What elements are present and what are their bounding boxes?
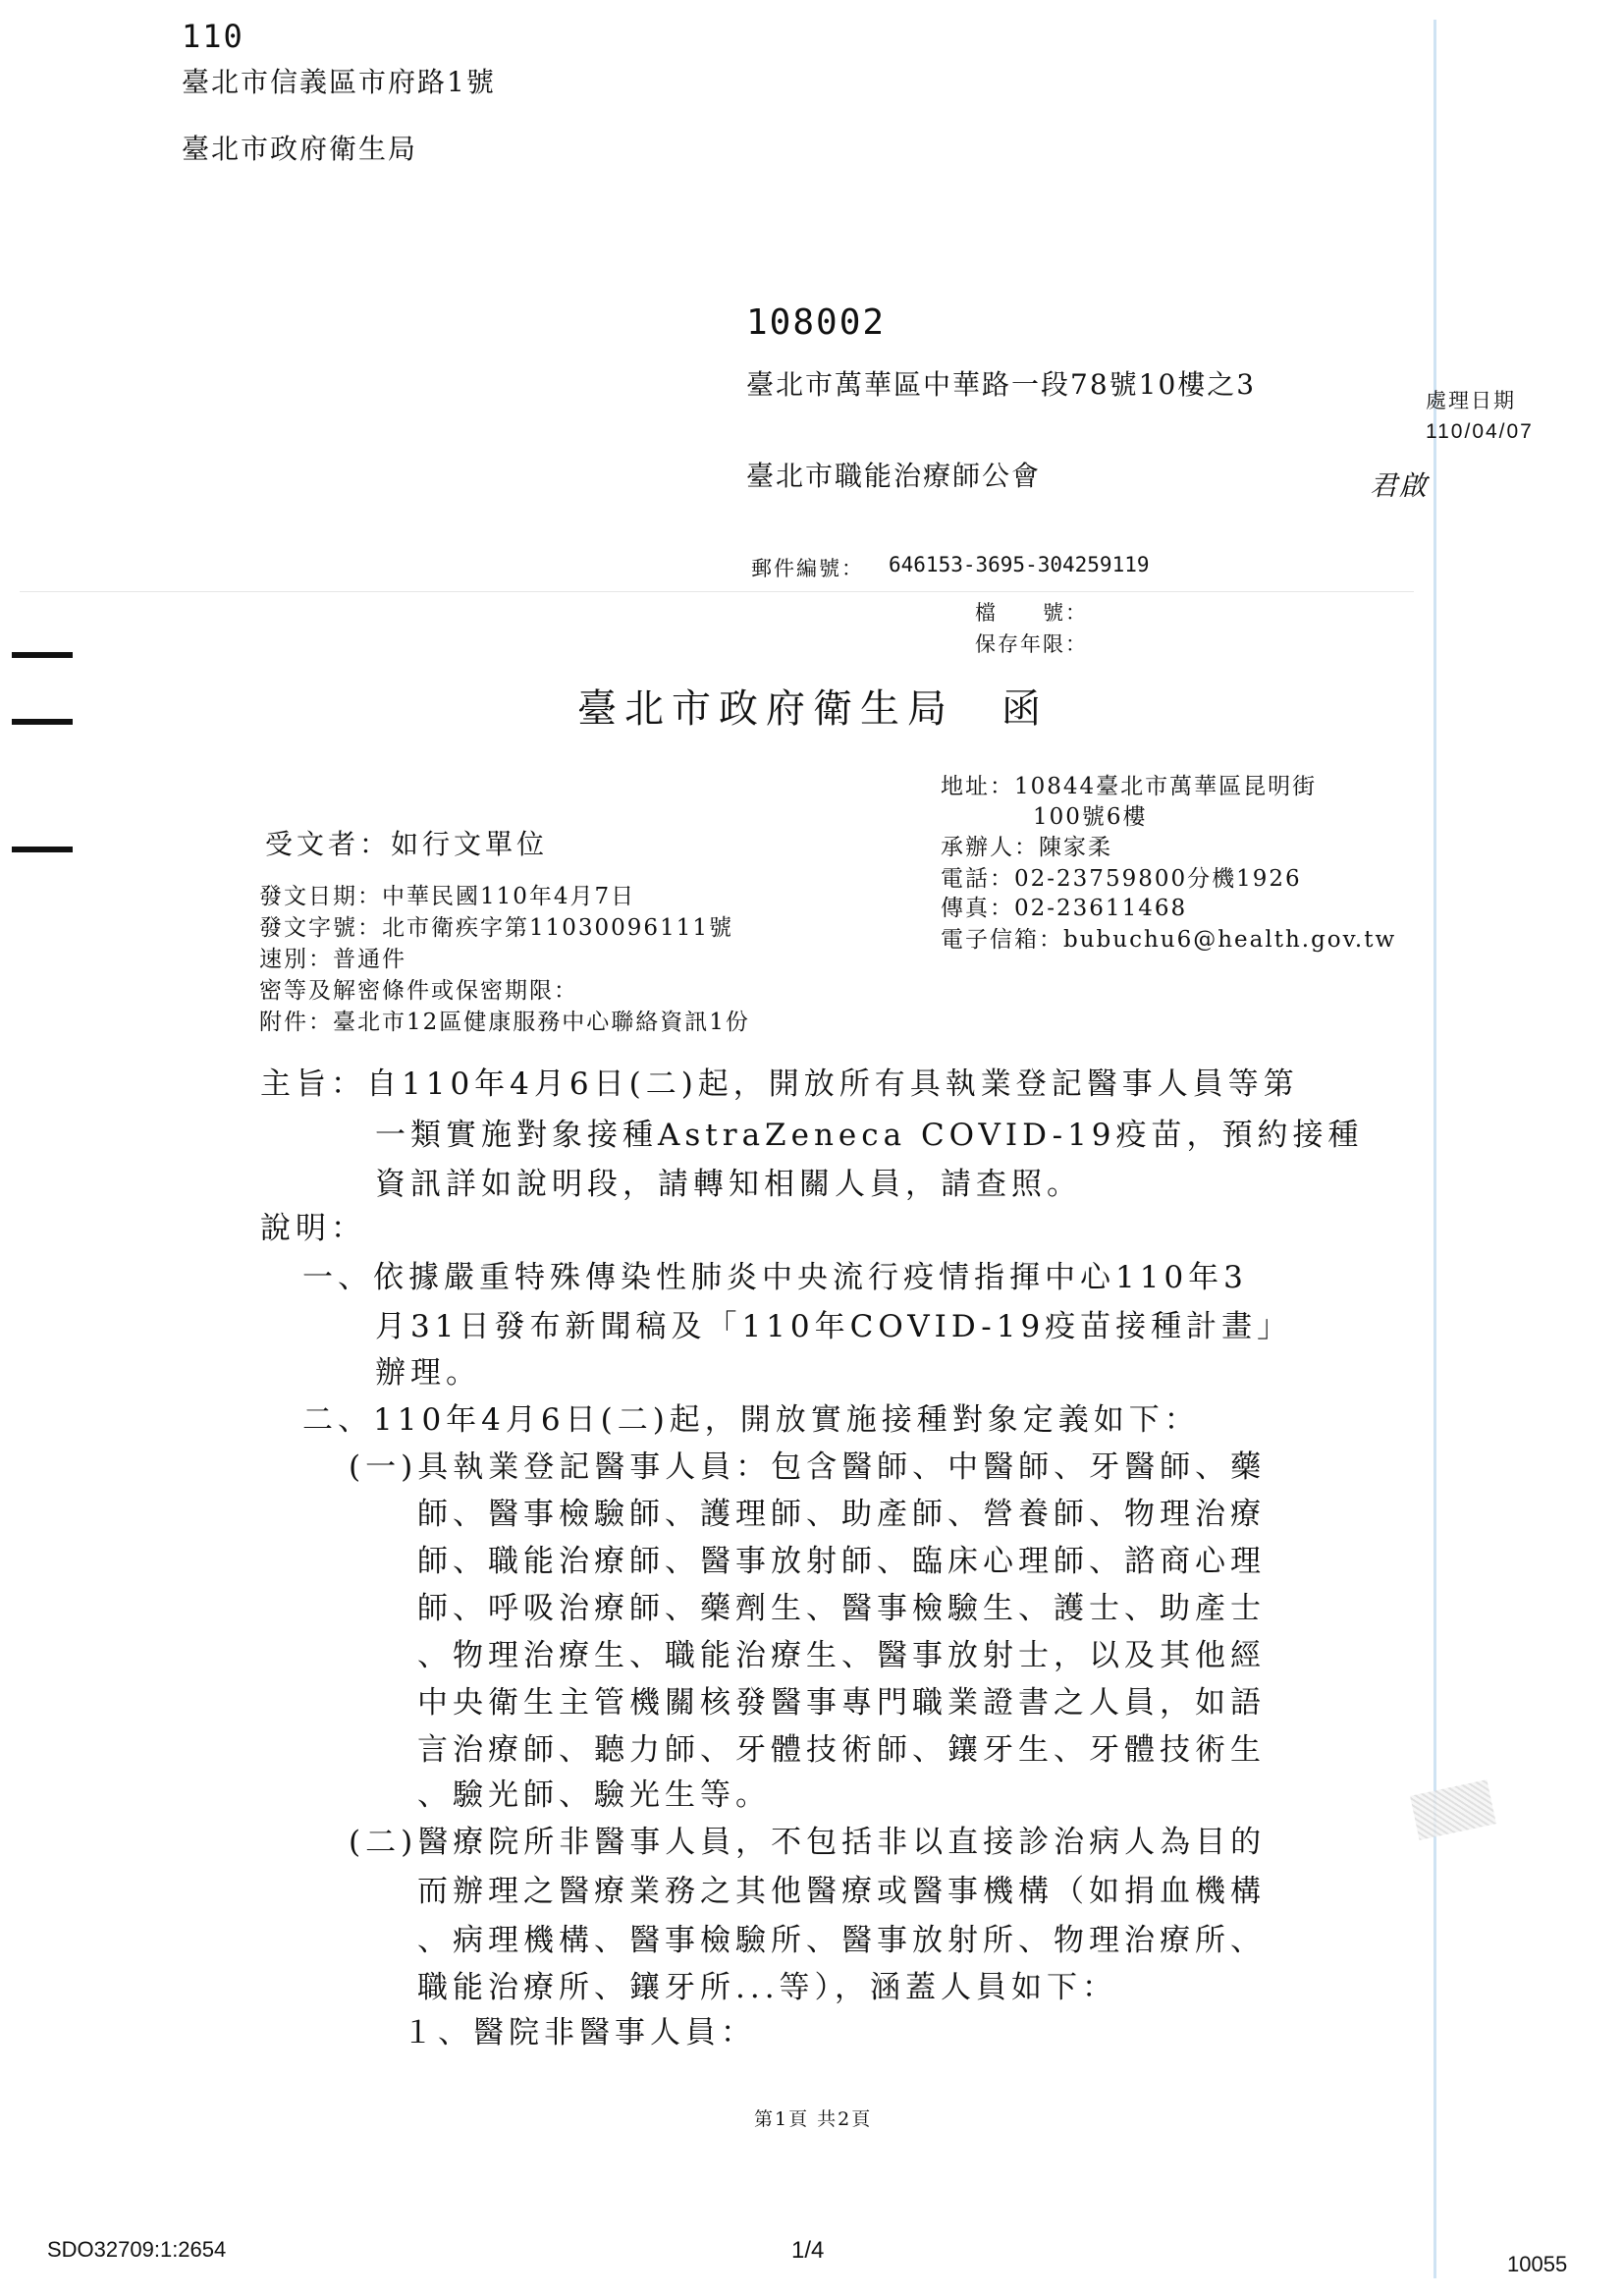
page-indicator: 第1頁 共2頁 xyxy=(754,2108,873,2130)
recipient-name: 臺北市職能治療師公會 xyxy=(746,460,1042,492)
contact-phone: 電話：02-23759800分機1926 xyxy=(941,866,1302,892)
explanation-item-2-2-1: １、醫院非醫事人員： xyxy=(403,2015,756,2050)
contact-fax: 傳真：02-23611468 xyxy=(941,896,1188,921)
document-title: 臺北市政府衛生局 函 xyxy=(577,686,1049,732)
item-line: 師、醫事檢驗師、護理師、助產師、營養師、物理治療 xyxy=(417,1497,1266,1532)
faint-stamp xyxy=(1410,1779,1496,1840)
contact-handler: 承辦人：陳家柔 xyxy=(941,835,1112,860)
item-line: 一、依據嚴重特殊傳染性肺炎中央流行疫情指揮中心110年3 xyxy=(302,1260,1248,1295)
retention-label: 保存年限： xyxy=(975,632,1088,656)
contact-email: 電子信箱：bubuchu6@health.gov.tw xyxy=(941,927,1397,953)
meta-attachment: 附件：臺北市12區健康服務中心聯絡資訊1份 xyxy=(259,1010,750,1035)
meta-document-number: 發文字號：北市衛疾字第11030096111號 xyxy=(259,915,733,941)
item-line: 中央衛生主管機關核發醫事專門職業證書之人員，如語 xyxy=(417,1685,1266,1721)
mail-number: 646153-3695-304259119 xyxy=(889,553,1150,576)
processing-date: 110/04/07 xyxy=(1426,420,1534,443)
fold-line xyxy=(20,591,1414,592)
scan-page-number: 1/4 xyxy=(791,2237,825,2264)
processing-date-label: 處理日期 xyxy=(1426,390,1516,412)
scan-left-code: SDO32709:1:2654 xyxy=(47,2237,227,2262)
sender-postcode: 110 xyxy=(182,18,244,55)
subject-line: 一類實施對象接種AstraZeneca COVID-19疫苗，預約接種 xyxy=(375,1118,1364,1153)
meta-classification: 密等及解密條件或保密期限： xyxy=(259,978,578,1004)
contact-address-cont: 100號6樓 xyxy=(1033,804,1148,830)
sender-name: 臺北市政府衛生局 xyxy=(182,133,418,165)
item-line: 言治療師、聽力師、牙體技術師、鑲牙生、牙體技術生 xyxy=(417,1732,1266,1768)
item-line: (二)醫療院所非醫事人員，不包括非以直接診治病人為目的 xyxy=(349,1825,1267,1860)
item-line: 師、呼吸治療師、藥劑生、醫事檢驗生、護士、助產士 xyxy=(417,1591,1266,1626)
subject-line: 資訊詳如說明段，請轉知相關人員，請查照。 xyxy=(375,1167,1082,1202)
item-line: 月31日發布新聞稿及「110年COVID-19疫苗接種計畫」 xyxy=(375,1309,1293,1344)
item-line: 師、職能治療師、醫事放射師、臨床心理師、諮商心理 xyxy=(417,1544,1266,1579)
sender-address: 臺北市信義區市府路1號 xyxy=(182,66,496,98)
explanation-label: 說明： xyxy=(260,1211,366,1246)
meta-issue-date: 發文日期：中華民國110年4月7日 xyxy=(259,884,636,909)
file-number-label: 檔 號： xyxy=(975,601,1088,625)
subject-line: 主旨：自110年4月6日(二)起，開放所有具執業登記醫事人員等第 xyxy=(260,1066,1299,1102)
scan-right-code: 10055 xyxy=(1507,2252,1568,2276)
item-line: 而辦理之醫療業務之其他醫療或醫事機構（如捐血機構 xyxy=(417,1874,1266,1909)
explanation-item-2-heading: 二、110年4月6日(二)起，開放實施接種對象定義如下： xyxy=(302,1402,1200,1438)
scan-guide-line xyxy=(1434,20,1436,2278)
margin-mark xyxy=(12,719,73,725)
meta-priority: 速別：普通件 xyxy=(259,947,406,972)
item-line: (一)具執業登記醫事人員：包含醫師、中醫師、牙醫師、藥 xyxy=(349,1449,1267,1485)
recipient-postcode: 108002 xyxy=(746,302,887,343)
mail-number-label: 郵件編號： xyxy=(751,557,864,580)
contact-address: 地址：10844臺北市萬華區昆明街 xyxy=(941,774,1318,799)
item-line: 職能治療所、鑲牙所...等），涵蓋人員如下： xyxy=(417,1970,1118,2005)
item-line: 、物理治療生、職能治療生、醫事放射士，以及其他經 xyxy=(417,1638,1266,1673)
document-recipient: 受文者：如行文單位 xyxy=(265,828,549,860)
margin-mark xyxy=(12,847,73,852)
margin-mark xyxy=(12,652,73,658)
item-line: 、病理機構、醫事檢驗所、醫事放射所、物理治療所、 xyxy=(417,1923,1266,1958)
item-line: 、驗光師、驗光生等。 xyxy=(417,1777,771,1813)
item-line: 辦理。 xyxy=(375,1355,481,1391)
recipient-suffix: 君啟 xyxy=(1370,469,1430,502)
recipient-address: 臺北市萬華區中華路一段78號10樓之3 xyxy=(746,368,1257,401)
